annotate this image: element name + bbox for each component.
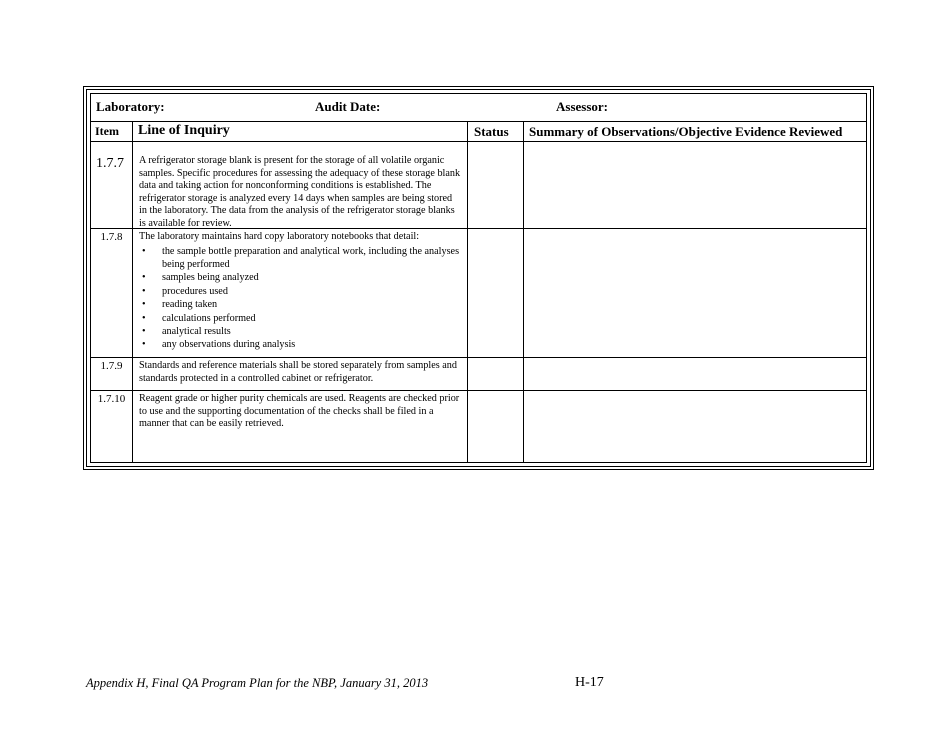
assessor-label: Assessor: — [556, 99, 608, 114]
summary-cell[interactable] — [524, 358, 866, 390]
column-divider — [467, 122, 468, 462]
column-divider — [523, 122, 524, 462]
status-cell[interactable] — [468, 358, 523, 390]
bullet-item: • the sample bottle preparation and analytical work, including the analyses being performed — [139, 245, 461, 272]
row-item-number: 1.7.8 — [100, 231, 123, 243]
col-header-status: Status — [474, 124, 509, 139]
col-header-item: Item — [95, 124, 119, 138]
status-cell[interactable] — [468, 229, 523, 357]
audit-checklist-table — [83, 86, 874, 470]
col-header-line-of-inquiry: Line of Inquiry — [138, 123, 230, 138]
audit-header-row — [91, 94, 866, 122]
row-item-number: 1.7.9 — [100, 360, 123, 372]
row-inquiry-text: Standards and reference materials shall be stored separately from samples and standards protected in a controlled cabinet or refrigerator. — [139, 360, 457, 384]
audit-date-label: Audit Date: — [315, 99, 381, 114]
bullet-item: • any observations during analysis — [139, 338, 461, 351]
row-item-number: 1.7.7 — [96, 156, 124, 171]
bullet-list — [139, 245, 461, 352]
bullet-item: • samples being analyzed — [139, 271, 461, 284]
page-number: H-17 — [575, 675, 604, 690]
bullet-item: • analytical results — [139, 325, 461, 338]
table-row — [91, 391, 866, 462]
bullet-item: • reading taken — [139, 298, 461, 311]
row-inquiry-text: Reagent grade or higher purity chemicals are used. Reagents are checked prior to use and the supporting documentation of the checks shall be filed in a manner that can be easily retrieved. — [139, 393, 460, 430]
column-divider — [132, 122, 133, 462]
table-row — [91, 358, 866, 391]
laboratory-label: Laboratory: — [96, 99, 165, 114]
row-item-number: 1.7.10 — [97, 393, 126, 405]
row-inquiry-text: A refrigerator storage blank is present for the storage of all volatile organic samples. Specific procedures for assessing the adequacy of these storage blank data and taking action for nonconforming conditions is established. The refrigerator storage is analyzed every 14 days when samples are being stored in the laboratory. The data from the analysis of the refrigerator storage blanks is available for review. — [139, 155, 461, 229]
row-inquiry-cell — [133, 229, 467, 357]
summary-cell[interactable] — [524, 391, 866, 462]
bullet-item: • calculations performed — [139, 312, 461, 325]
row-inquiry-text: The laboratory maintains hard copy laboratory notebooks that detail: — [139, 231, 420, 242]
status-cell[interactable] — [468, 142, 523, 228]
summary-cell[interactable] — [524, 229, 866, 357]
column-header-row — [91, 122, 866, 142]
col-header-summary: Summary of Observations/Objective Evidence Reviewed — [529, 124, 843, 139]
bullet-item: • procedures used — [139, 285, 461, 298]
table-row — [91, 142, 866, 229]
status-cell[interactable] — [468, 391, 523, 462]
footer-document-title: Appendix H, Final QA Program Plan for the NBP, January 31, 2013 — [86, 676, 429, 690]
table-inner — [90, 93, 867, 463]
table-row — [91, 229, 866, 358]
summary-cell[interactable] — [524, 142, 866, 228]
